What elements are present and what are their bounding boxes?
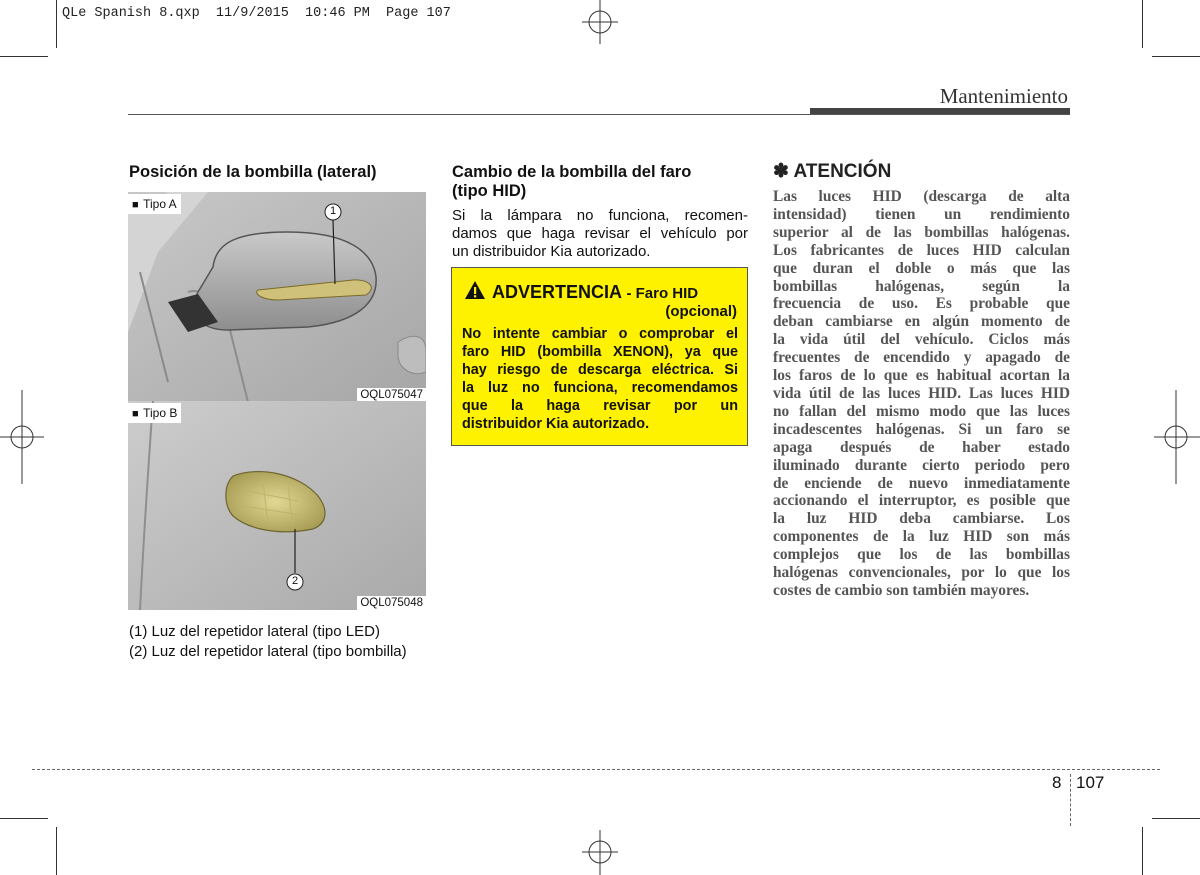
attention-line: que duran el doble o más que las	[773, 259, 1070, 277]
attention-line: la luz HID deba cambiarse. Los	[773, 510, 1070, 528]
chapter-number: 8	[1052, 773, 1062, 792]
section-title: Mantenimiento	[939, 84, 1068, 108]
attention-line: intensidad) tienen un rendimiento	[773, 205, 1070, 223]
print-slug: QLe Spanish 8.qxp 11/9/2015 10:46 PM Page 107	[62, 6, 451, 21]
warning-line: distribuidor Kia autorizado.	[462, 416, 650, 432]
callout-1: 1	[329, 205, 337, 217]
attention-line: incadescentes halógenas. Si un faro se	[773, 420, 1070, 438]
hid-paragraph	[452, 207, 748, 261]
attention-line: halógenas convencionales, por lo que los	[773, 564, 1070, 582]
warning-line: que la haga revisar por un	[462, 398, 738, 414]
warning-subtitle-optional: (opcional)	[665, 303, 737, 320]
attention-line: componentes de la luz HID son más	[773, 528, 1070, 546]
attention-line: iluminado durante cierto periodo pero	[773, 456, 1070, 474]
attention-line: deban cambiarse en algún momento de	[773, 313, 1070, 331]
warning-title-line	[492, 282, 698, 303]
warning-title: ADVERTENCIA	[492, 282, 623, 302]
attention-heading: ✽ ATENCIÓN	[773, 161, 892, 182]
warning-line: faro HID (bombilla XENON), ya que	[462, 344, 738, 360]
hid-paragraph-line: un distribuidor Kia autorizado.	[452, 243, 651, 260]
hid-paragraph-line: Si la lámpara no funciona, recomen-	[452, 207, 748, 224]
hid-paragraph-line: damos que haga revisar el vehículo por	[452, 225, 748, 242]
callout-2: 2	[291, 575, 299, 587]
page-number: 107	[1076, 773, 1105, 792]
attention-line: accionando el interruptor, es posible que	[773, 492, 1070, 510]
warning-box	[451, 267, 748, 446]
attention-line: la vida útil del vehículo. Ciclos más	[773, 331, 1070, 349]
attention-line: frecuencia de uso. Es probable que	[773, 295, 1070, 313]
attention-line: los faros de lo que es habitual acortan la	[773, 367, 1070, 385]
warning-line: No intente cambiar o comprobar el	[462, 326, 738, 342]
hid-heading-line2: (tipo HID)	[452, 182, 527, 200]
footer-divider	[1070, 774, 1071, 826]
attention-line: apaga después de haber estado	[773, 438, 1070, 456]
attention-line: bombillas halógenas, según la	[773, 277, 1070, 295]
figure-type-b	[128, 401, 426, 610]
figure-code-b: OQL075048	[357, 596, 426, 610]
figure-label-b: ■ Tipo B	[128, 403, 181, 423]
figure-code-a: OQL075047	[357, 388, 426, 402]
caption-2: (2) Luz del repetidor lateral (tipo bombilla)	[129, 643, 407, 660]
attention-line: no fallan del mismo modo que las luces	[773, 402, 1070, 420]
warning-line: la luz no funciona, recomendamos	[462, 380, 738, 396]
attention-line: costes de cambio son también mayores.	[773, 581, 1030, 599]
caption-1: (1) Luz del repetidor lateral (tipo LED)	[129, 623, 380, 640]
warning-body	[462, 325, 738, 433]
attention-line: Los fabricantes de luces HID calculan	[773, 241, 1070, 259]
header-rule	[128, 114, 1070, 115]
attention-line: de enciende de nuevo inmediatamente	[773, 474, 1070, 492]
bulb-position-heading: Posición de la bombilla (lateral)	[129, 163, 377, 181]
attention-body	[773, 188, 1070, 600]
side-repeater-illustration	[128, 401, 426, 610]
side-mirror-illustration	[128, 192, 426, 402]
warning-subtitle: - Faro HID	[626, 285, 699, 302]
attention-line: complejos que los de las bombillas	[773, 546, 1070, 564]
attention-line: frecuentes de encendido y apagado de	[773, 349, 1070, 367]
warning-triangle-icon	[464, 280, 486, 305]
figure-label-a: ■ Tipo A	[128, 194, 181, 214]
footer-dashed-rule	[32, 769, 1160, 770]
hid-heading-line1: Cambio de la bombilla del faro	[452, 163, 692, 181]
figure-type-a	[128, 192, 426, 402]
attention-line: superior al de las bombillas halógenas.	[773, 223, 1070, 241]
attention-line: Las luces HID (descarga de alta	[773, 188, 1070, 205]
attention-line: vida útil de las luces HID. Las luces HID	[773, 384, 1070, 402]
warning-line: hay riesgo de descarga eléctrica. Si	[462, 362, 738, 378]
